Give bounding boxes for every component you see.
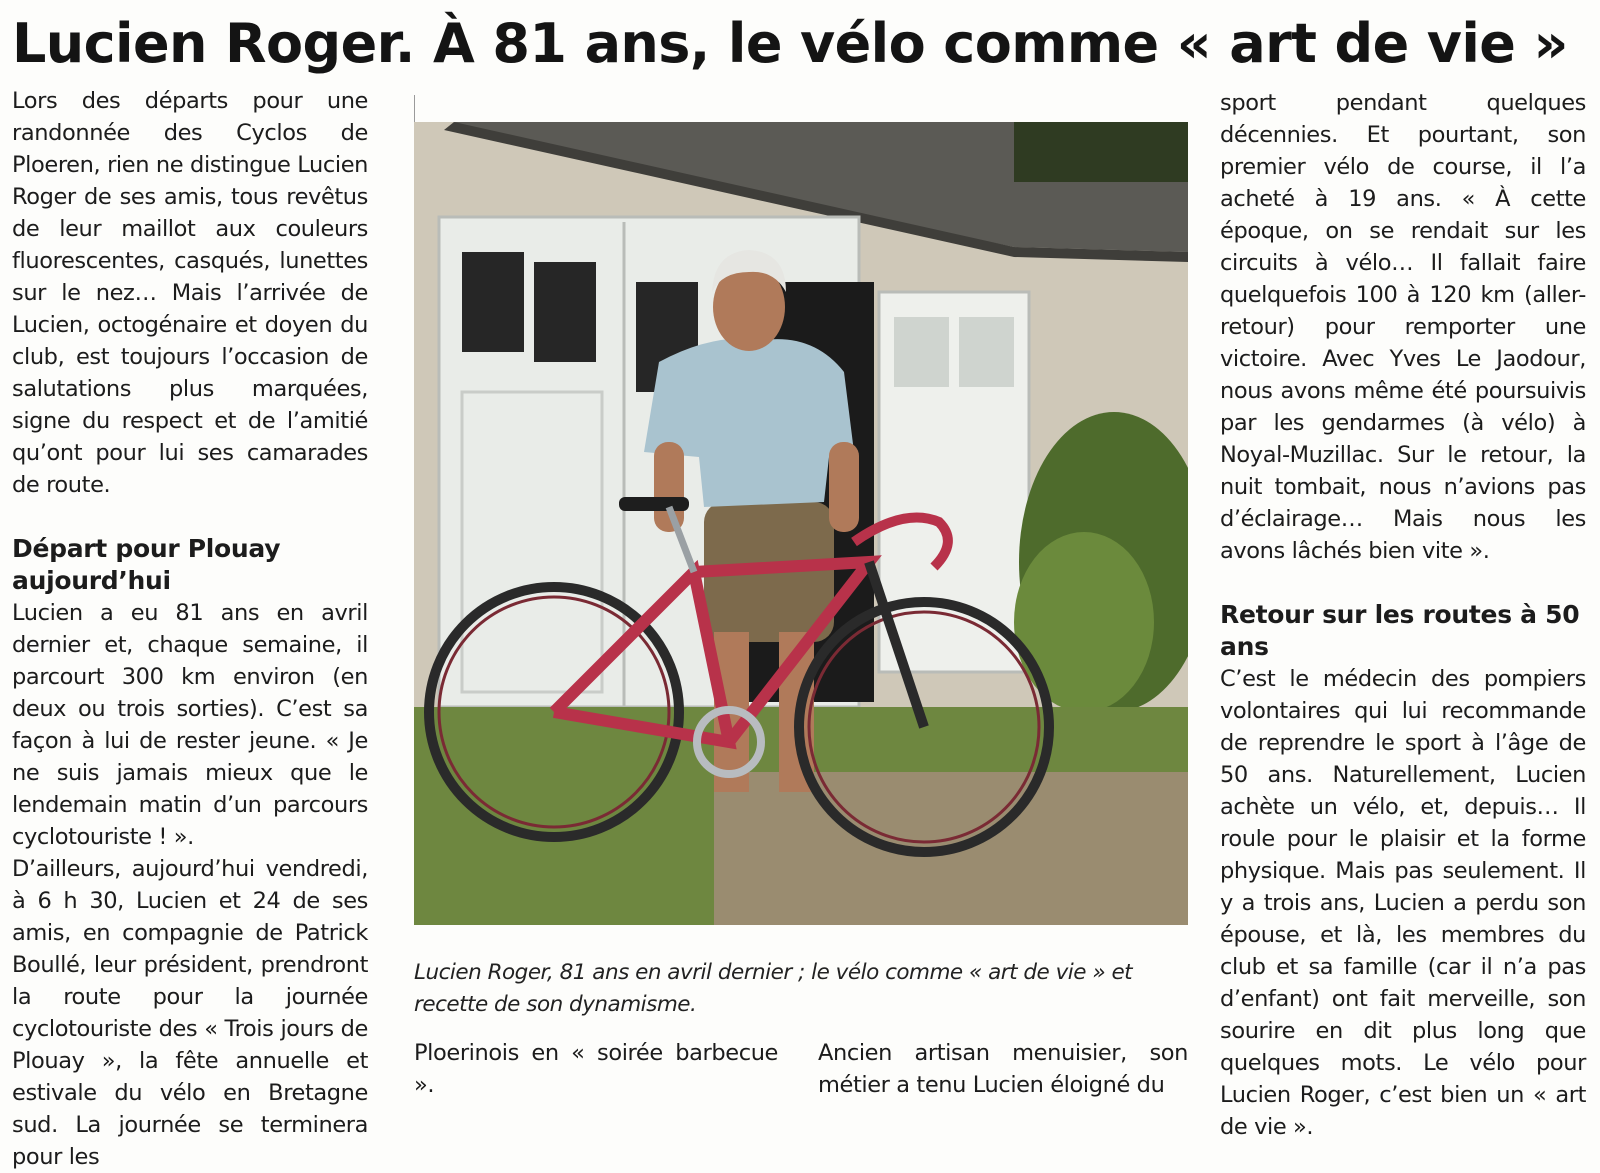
article-photo <box>414 122 1188 925</box>
subheading-depart-plouay: Départ pour Plouay aujourd’hui <box>12 534 281 595</box>
photo-caption: Lucien Roger, 81 ans en avril dernier ; le vélo comme « art de vie » et recette de son dynamisme. <box>414 960 1133 1017</box>
photo-illustration <box>414 122 1188 925</box>
article-column-4 <box>1220 87 1586 1143</box>
article-headline: Lucien Roger. À 81 ans, le vélo comme « art de vie » <box>12 12 1568 75</box>
intro-paragraph: Lors des départs pour une randonnée des Cyclos de Ploeren, rien ne distingue Lucien Roger de ses amis, tous revêtus de leur maillot aux couleurs fluorescentes, casqués, lunettes sur le nez… Mais l’arrivée de Lucien, octogénaire et doyen du club, est toujours l’occasion de salutations plus marquées, signe du respect et de l’amitié qu’ont pour lui ses camarades de route. <box>12 88 368 498</box>
article-column-1 <box>12 85 368 1173</box>
body-paragraph: Lucien a eu 81 ans en avril dernier et, chaque semaine, il parcourt 300 km environ (en deux ou trois sorties). C’est sa façon à lui de rester jeune. « Je ne suis jamais mieux que le lendemain matin d’un parcours cyclotouriste ! ». <box>12 600 368 850</box>
body-paragraph: Ploerinois en « soirée barbecue ». <box>414 1040 778 1098</box>
article-column-2 <box>414 1037 778 1101</box>
body-paragraph: Ancien artisan menuisier, son métier a tenu Lucien éloigné du <box>818 1040 1188 1098</box>
article-column-3 <box>818 1037 1188 1101</box>
body-paragraph: sport pendant quelques décennies. Et pourtant, son premier vélo de course, il l’a acheté à 19 ans. « À cette époque, on se rendait sur les circuits à vélo… Il fallait faire quelquefois 100 à 120 km (aller-retour) pour remporter une victoire. Avec Yves Le Jaodour, nous avons même été poursuivis par les gendarmes (à vélo) à Noyal-Muzillac. Sur le retour, la nuit tombait, nous n’avions pas d’éclairage… Mais nous les avons lâchés bien vite ». <box>1220 90 1586 564</box>
subheading-retour-routes: Retour sur les routes à 50 ans <box>1220 600 1580 661</box>
body-paragraph: C’est le médecin des pompiers volontaires qui lui recommande de reprendre le sport à l’âge de 50 ans. Naturellement, Lucien achète un vélo, et, depuis… Il roule pour le plaisir et la forme physique. Mais pas seulement. Il y a trois ans, Lucien a perdu son épouse, et là, les membres du club et sa famille (car il n’a pas d’enfant) ont fait merveille, son sourire en dit plus long que quelques mots. Le vélo pour Lucien Roger, c’est bien un « art de vie ». <box>1220 666 1586 1140</box>
body-paragraph: D’ailleurs, aujourd’hui vendredi, à 6 h 30, Lucien et 24 de ses amis, en compagnie de Patrick Boullé, leur président, prendront la route pour la journée cyclotouriste des « Trois jours de Plouay », la fête annuelle et estivale du vélo en Bretagne sud. La journée se terminera pour les <box>12 856 368 1170</box>
